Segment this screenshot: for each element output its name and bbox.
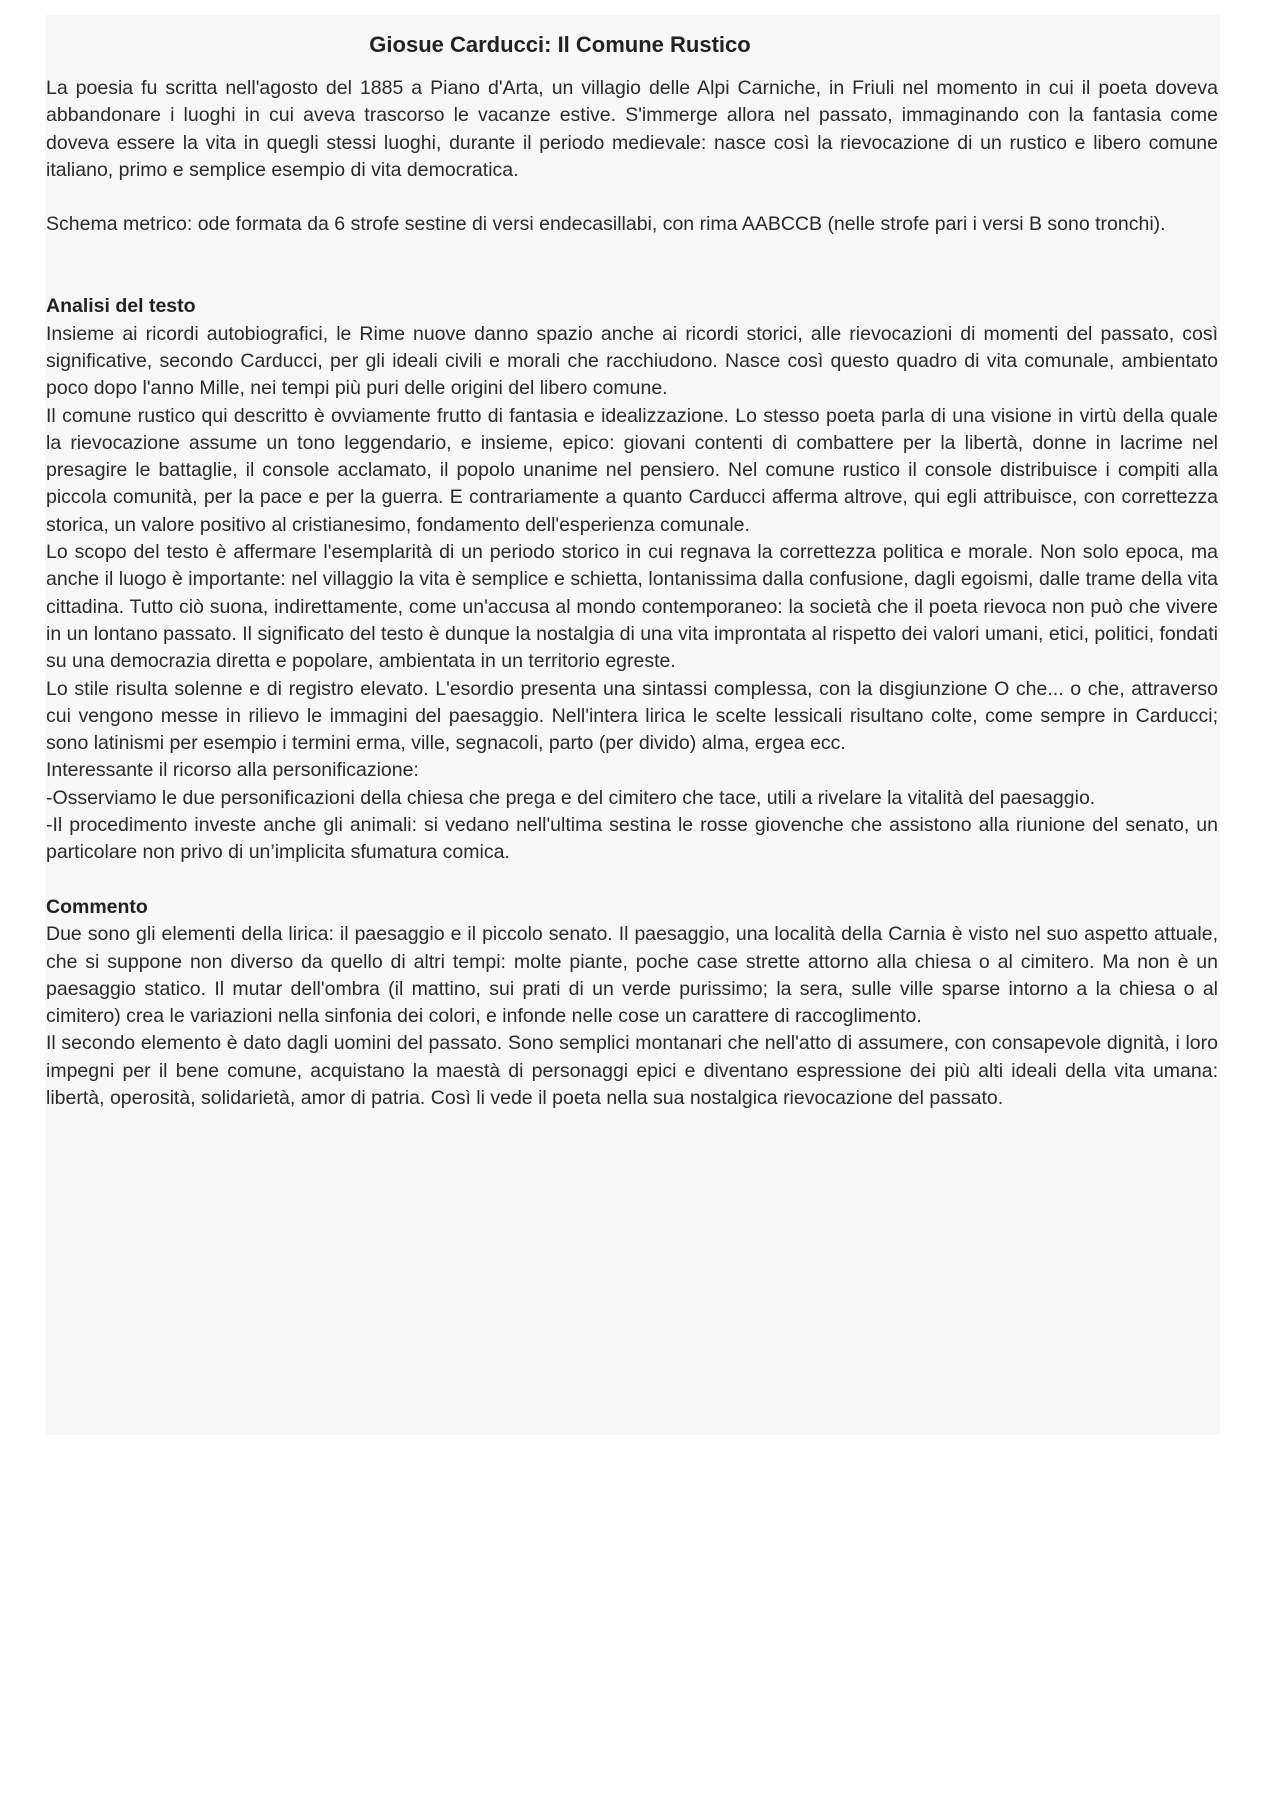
analysis-paragraph: Lo stile risulta solenne e di registro elevato. L'esordio presenta una sintassi complessa, con la disgiunzione O che... o che, attraverso cui vengono messe in rilievo le immagini del paesaggio. Nell'intera lirica le scelte lessicali risultano colte, come sempre in Carducci; sono latinismi per esempio i termini erma, ville, segnacoli, parto (per divido) alma, ergea ecc. bbox=[46, 677, 1218, 755]
analysis-list-item: -Il procedimento investe anche gli animali: si vedano nell'ultima sestina le rosse giovenche che assistono alla riunione del senato, un particolare non privo di un’implicita sfumatura comica. bbox=[46, 814, 1218, 864]
metric-scheme-paragraph: Schema metrico: ode formata da 6 strofe sestine di versi endecasillabi, con rima AABCCB (nelle strofe pari i versi B sono tronchi). bbox=[46, 213, 1166, 236]
analysis-paragraph: Il comune rustico qui descritto è ovviamente frutto di fantasia e idealizzazione. Lo stesso poeta parla di una visione in virtù della quale la rievocazione assume un tono leggendario, e insieme, epico: giovani contenti di combattere per la libertà, donne in lacrime nel presagire le battaglie, il console acclamato, il popolo unanime nel pensiero. Nel comune rustico il console distribuisce i compiti alla piccola comunità, per la pace e per la guerra. E contrariamente a quanto Carducci afferma altrove, qui egli attribuisce, con correttezza storica, un valore positivo al cristianesimo, fondamento dell'esperienza comunale. bbox=[46, 404, 1218, 536]
document-page bbox=[45, 15, 1220, 1435]
analysis-list-item: -Osserviamo le due personificazioni della chiesa che prega e del cimitero che tace, utili a rivelare la vitalità del paesaggio. bbox=[46, 786, 1096, 809]
document-body bbox=[46, 75, 1218, 1112]
document-title: Giosue Carducci: Il Comune Rustico bbox=[369, 32, 751, 57]
analysis-paragraph: Lo scopo del testo è affermare l'esemplarità di un periodo storico in cui regnava la correttezza politica e morale. Non solo epoca, ma anche il luogo è importante: nel villaggio la vita è semplice e schietta, lontanissima dalla confusione, dagli egoismi, dalle trame della vita cittadina. Tutto ciò suona, indirettamente, come un'accusa al mondo contemporaneo: la società che il poeta rievoca non può che vivere in un lontano passato. Il significato del testo è dunque la nostalgia di una vita improntata al rispetto dei valori umani, etici, politici, fondati su una democrazia diretta e popolare, ambientata in un territorio egreste. bbox=[46, 541, 1218, 673]
analysis-heading: Analisi del testo bbox=[46, 295, 196, 318]
analysis-paragraph: Interessante il ricorso alla personificazione: bbox=[46, 759, 419, 782]
comment-paragraph: Il secondo elemento è dato dagli uomini del passato. Sono semplici montanari che nell'atto di assumere, con consapevole dignità, i loro impegni per il bene comune, acquistano la maestà di personaggi epici e diventano espressione dei più alti ideali della vita umana: libertà, operosità, solidarietà, amor di patria. Così li vede il poeta nella sua nostalgica rievocazione del passato. bbox=[46, 1032, 1218, 1109]
spacer bbox=[46, 184, 1218, 211]
analysis-paragraph: Insieme ai ricordi autobiografici, le Rime nuove danno spazio anche ai ricordi storici, alle rievocazioni di momenti del passato, così significative, secondo Carducci, per gli ideali civili e morali che racchiudono. Nasce così questo quadro di vita comunale, ambientato poco dopo l'anno Mille, nei tempi più puri delle origini del libero comune. bbox=[46, 322, 1218, 400]
comment-section bbox=[46, 894, 1218, 1112]
comment-heading: Commento bbox=[46, 895, 148, 918]
spacer bbox=[46, 867, 1218, 894]
spacer bbox=[46, 239, 1218, 294]
analysis-section bbox=[46, 293, 1218, 866]
intro-paragraph: La poesia fu scritta nell'agosto del 1885 a Piano d'Arta, un villagio delle Alpi Carniche, in Friuli nel momento in cui il poeta doveva abbandonare i luoghi in cui aveva trascorso le vacanze estive. S'immerge allora nel passato, immaginando con la fantasia come doveva essere la vita in quegli stessi luoghi, durante il periodo medievale: nasce così la rievocazione di un rustico e libero comune italiano, primo e semplice esempio di vita democratica. bbox=[46, 77, 1218, 181]
comment-paragraph: Due sono gli elementi della lirica: il paesaggio e il piccolo senato. Il paesaggio, una località della Carnia è visto nel suo aspetto attuale, che si suppone non diverso da quello di altri tempi: molte piante, poche case strette attorno alla chiesa o al cimitero. Ma non è un paesaggio statico. Il mutar dell'ombra (il mattino, sui prati di un verde purissimo; la sera, sulle ville sparse intorno a la chiesa o al cimitero) crea le variazioni nella sinfonia dei colori, e infonde nelle cose un carattere di raccoglimento. bbox=[46, 923, 1218, 1028]
